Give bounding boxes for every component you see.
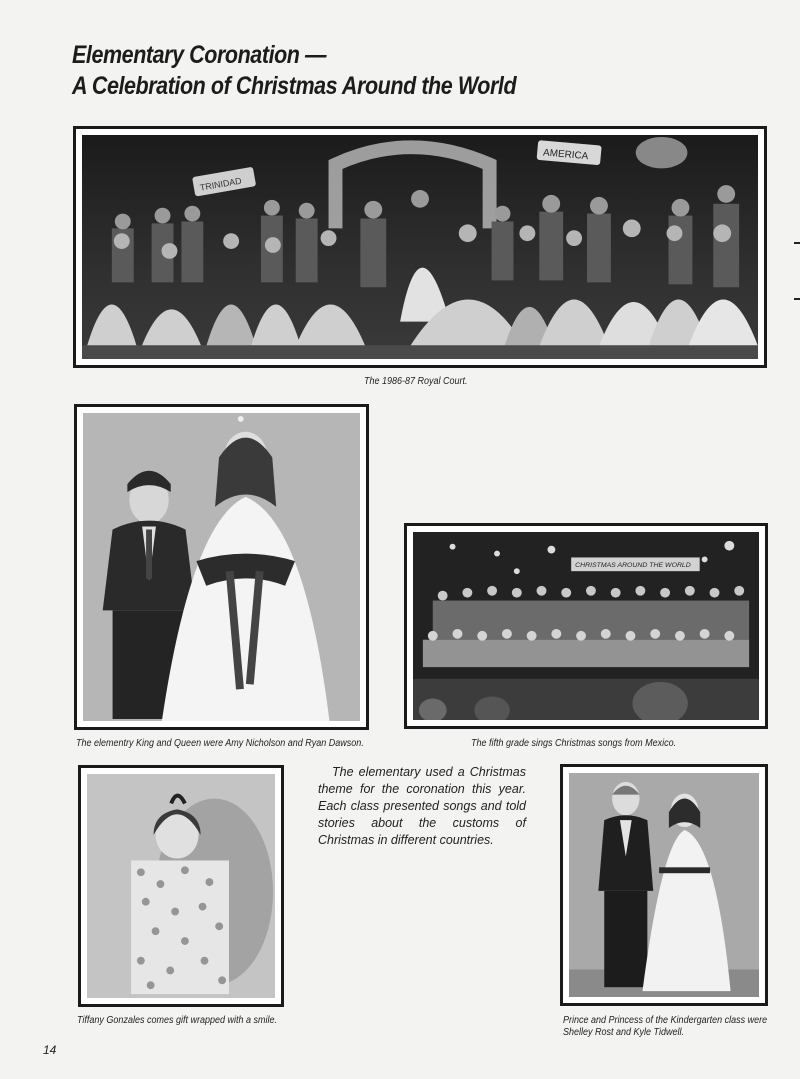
gift-wrapped-photo [87, 774, 275, 998]
body-text: The elementary used a Christmas theme for the coronation this year. Each class presented songs and told stories about the customs of Christmas in different countries. [318, 765, 526, 847]
body-paragraph [318, 764, 526, 849]
page-title [72, 40, 516, 102]
sign-trinidad: TRINIDAD [199, 175, 243, 193]
kindergarten-photo-frame [560, 764, 768, 1006]
caption-royal-court: The 1986-87 Royal Court. [364, 376, 468, 387]
king-queen-photo [83, 413, 360, 721]
caption-gift-wrapped: Tiffany Gonzales comes gift wrapped with a smile. [77, 1015, 278, 1026]
title-line-2: A Celebration of Christmas Around the World [72, 72, 517, 100]
caption-kindergarten: Prince and Princess of the Kindergarten class were Shelley Rost and Kyle Tidwell. [563, 1015, 768, 1038]
royal-court-photo-frame [73, 126, 767, 368]
gift-wrapped-photo-frame [78, 765, 284, 1007]
sign-america: AMERICA [542, 147, 589, 163]
page-number: 14 [43, 1043, 57, 1057]
king-queen-photo-frame [74, 404, 369, 730]
royal-court-photo [82, 135, 758, 359]
title-line-1: Elementary Coronation — [72, 41, 327, 69]
caption-fifth-grade: The fifth grade sings Christmas songs from Mexico. [471, 738, 677, 749]
kindergarten-photo [569, 773, 759, 997]
caption-king-queen: The elementry King and Queen were Amy Nicholson and Ryan Dawson. [76, 738, 364, 749]
fifth-grade-photo-frame [404, 523, 768, 729]
banner-text: CHRISTMAS AROUND THE WORLD [575, 562, 691, 570]
edge-mark [794, 242, 800, 244]
edge-mark [794, 298, 800, 300]
fifth-grade-photo [413, 532, 759, 720]
